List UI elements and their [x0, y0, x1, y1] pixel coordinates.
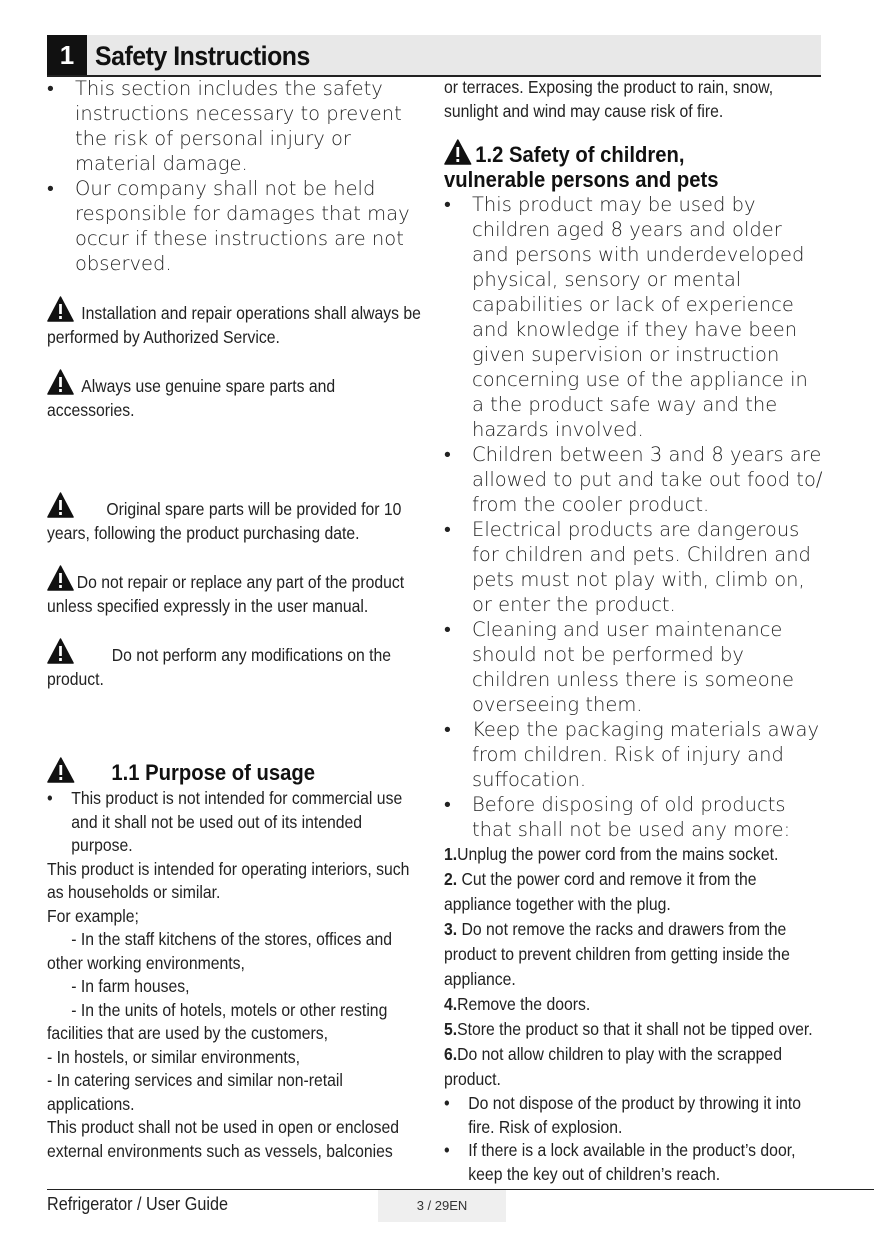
heading-text: 1.2 Safety of children,: [475, 142, 685, 167]
warning-triangle-icon: [47, 565, 74, 591]
text-line: This product shall not be used in open or enclosed external environments such as vessels, balconies: [47, 1117, 399, 1161]
children-heading: [444, 139, 825, 192]
warning-note: [47, 565, 425, 618]
text-line: - In the staff kitchens of the stores, offices and other working environments,: [47, 929, 393, 973]
note-text: Always use genuine spare parts and accessories.: [47, 376, 336, 420]
warning-note: [47, 638, 425, 691]
note-text: Installation and repair operations shall always be performed by Authorized Service.: [47, 303, 421, 347]
list-item: 2. Cut the power cord and remove it from the appliance together with the plug.: [444, 869, 757, 914]
note-text: Do not perform any modifications on the product.: [47, 645, 392, 689]
note-text: Original spare parts will be provided for 10 years, following the product purchasing date.: [47, 499, 402, 543]
purpose-body: [47, 858, 425, 1164]
section-header: [47, 35, 821, 77]
text-line: This product is intended for operating interiors, such as households or similar.: [47, 858, 410, 902]
purpose-heading: [47, 757, 426, 785]
warning-triangle-icon: [47, 296, 74, 322]
list-item: • This section includes the safety instructions necessary to prevent the risk of personal injury or material damage.: [47, 76, 425, 176]
intro-list: [47, 76, 425, 276]
list-item: • Electrical products are dangerous for children and pets. Children and pets must not play with, climb on, or enter the product.: [444, 517, 824, 617]
page-number: 3 / 29EN: [378, 1190, 506, 1222]
list-item: • Children between 3 and 8 years are allowed to put and take out food to/ from the cooler product.: [444, 442, 824, 517]
list-item: • Cleaning and user maintenance should not be performed by children unless there is someone overseeing them.: [444, 617, 824, 717]
disposal-steps: [444, 842, 824, 1092]
list-item: • This product may be used by children aged 8 years and older and persons with underdeveloped physical, sensory or mental capabilities or lack of experience and knowledge if they have been given supervision or instruction concerning use of the appliance in a the product safe way and the hazards involved.: [444, 192, 824, 442]
warning-note: [47, 296, 425, 349]
list-item: 4.Remove the doors.: [444, 994, 591, 1014]
list-item: • Our company shall not be held responsible for damages that may occur if these instructions are not observed.: [47, 176, 425, 276]
page-footer: [47, 1189, 874, 1214]
text-line: For example;: [47, 905, 139, 926]
children-list: [444, 192, 824, 842]
warning-note: [47, 369, 425, 422]
text-line: - In catering services and similar non-retail applications.: [47, 1070, 343, 1114]
left-column: [47, 76, 425, 1163]
text-line: - In hostels, or similar environments,: [47, 1046, 300, 1067]
list-item: • Do not dispose of the product by throwing it into fire. Risk of explosion.: [444, 1092, 824, 1139]
heading-text: 1.1 Purpose of usage: [111, 760, 315, 785]
section-number: 1: [47, 35, 87, 75]
list-item: • If there is a lock available in the product’s door, keep the key out of children’s reach.: [444, 1139, 824, 1186]
list-item: 6.Do not allow children to play with the scrapped product.: [444, 1044, 782, 1089]
text-line: - In the units of hotels, motels or other resting facilities that are used by the customers,: [47, 999, 388, 1043]
heading-text: vulnerable persons and pets: [444, 167, 719, 192]
list-item: • Before disposing of old products that shall not be used any more:: [444, 792, 824, 842]
list-item: • This product is not intended for commercial use and it shall not be used out of its intended purpose.: [47, 787, 425, 858]
text-line: - In farm houses,: [71, 976, 190, 996]
warning-triangle-icon: [444, 139, 472, 165]
warning-triangle-icon: [47, 492, 74, 518]
list-item: 1.Unplug the power cord from the mains socket.: [444, 844, 779, 864]
list-item: 3. Do not remove the racks and drawers from the product to prevent children from getting inside the appliance.: [444, 919, 790, 989]
warning-triangle-icon: [47, 757, 75, 783]
list-item: 5.Store the product so that it shall not be tipped over.: [444, 1019, 813, 1039]
section-title: Safety Instructions: [95, 41, 310, 71]
list-item: • Keep the packaging materials away from children. Risk of injury and suffocation.: [444, 717, 824, 792]
warning-triangle-icon: [47, 638, 74, 664]
guide-title: Refrigerator / User Guide: [47, 1194, 228, 1214]
final-list: [444, 1092, 824, 1186]
note-text: Do not repair or replace any part of the product unless specified expressly in the user manual.: [47, 572, 405, 616]
purpose-list: [47, 787, 425, 858]
right-column: [444, 76, 824, 1186]
warning-triangle-icon: [47, 369, 74, 395]
continuation-text: or terraces. Exposing the product to rain, snow, sunlight and wind may cause risk of fire.: [444, 77, 774, 121]
warning-note: [47, 492, 425, 545]
